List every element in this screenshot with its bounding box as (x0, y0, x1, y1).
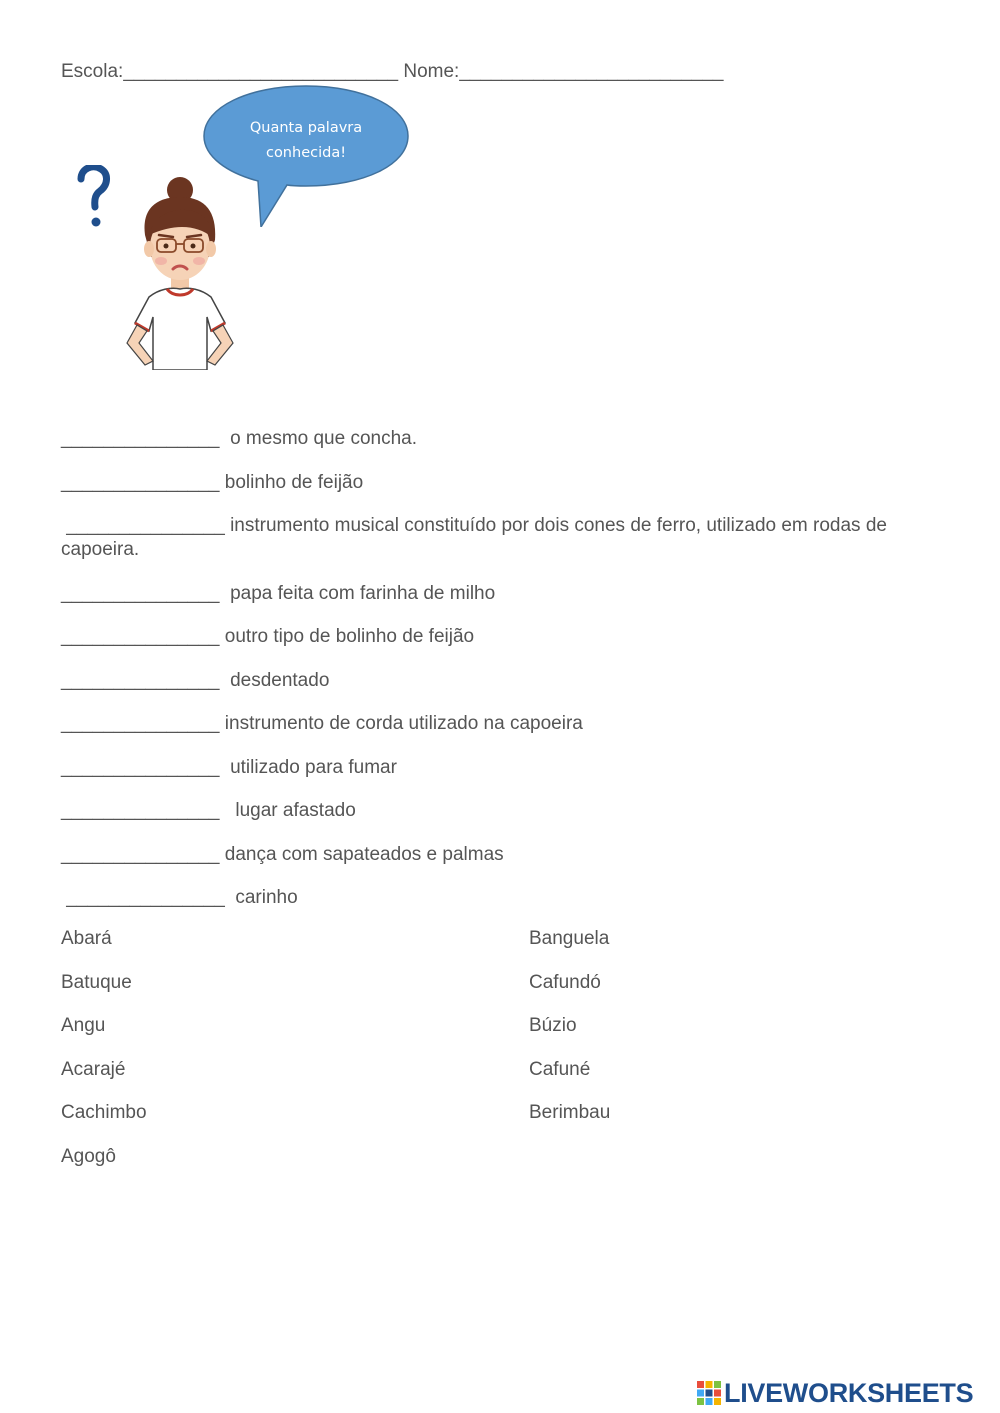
exercise-item (61, 669, 941, 693)
item-description: desdentado (219, 669, 330, 691)
word-bank-item: Banguela (529, 928, 610, 949)
exercise-item (61, 625, 941, 649)
liveworksheets-logo-icon (697, 1381, 721, 1405)
item-description: outro tipo de bolinho de feijão (219, 626, 475, 647)
confused-girl-avatar-icon (75, 165, 235, 370)
school-field[interactable]: __________________________ (123, 61, 399, 82)
word-bank-item: Cafundó (529, 971, 601, 993)
word-bank-item: Abará (61, 928, 112, 949)
answer-blank[interactable]: _______________ (61, 471, 220, 493)
item-description: utilizado para fumar (219, 756, 397, 778)
word-bank-left-column (61, 927, 147, 1188)
speech-bubble-line: Quanta palavra (249, 120, 363, 136)
item-description: o mesmo que concha. (219, 428, 418, 449)
word-bank-item: Búzio (529, 1015, 577, 1036)
item-description: instrumento de corda utilizado na capoeira (219, 713, 583, 734)
answer-blank[interactable]: _______________ (61, 843, 220, 865)
speech-bubble-line: conhecida! (265, 145, 347, 161)
exercise-item (61, 582, 941, 606)
item-description: lugar afastado (219, 800, 356, 821)
answer-blank[interactable]: _______________ (66, 887, 225, 908)
header-line (61, 61, 724, 83)
school-label: Escola: (61, 61, 124, 82)
name-label: Nome: (403, 61, 460, 82)
exercise-item (61, 843, 941, 867)
question-mark-icon (81, 167, 107, 227)
exercise-item (61, 471, 941, 495)
answer-blank[interactable]: _______________ (61, 582, 220, 604)
answer-blank[interactable]: _______________ (61, 626, 220, 647)
word-bank-item: Cachimbo (61, 1102, 147, 1123)
exercise-item (61, 514, 941, 562)
answer-blank[interactable]: _______________ (61, 713, 220, 734)
item-description: bolinho de feijão (219, 471, 364, 493)
speech-bubble-text (203, 116, 409, 166)
exercise-item (61, 886, 941, 910)
word-bank-item: Acarajé (61, 1058, 126, 1080)
logo-text: LIVEWORKSHEETS (724, 1377, 974, 1408)
item-description: instrumento musical constituído por dois cones de ferro, utilizado em rodas de capoeira. (61, 515, 893, 560)
word-bank-item: Batuque (61, 971, 132, 993)
answer-blank[interactable]: _______________ (66, 515, 225, 536)
word-bank-item: Berimbau (529, 1102, 611, 1123)
name-field[interactable]: _________________________ (459, 61, 724, 82)
word-bank-right-column (529, 927, 610, 1145)
fill-in-list (61, 427, 941, 930)
answer-blank[interactable]: _______________ (61, 669, 220, 691)
liveworksheets-logo (697, 1378, 973, 1408)
exercise-item (61, 712, 941, 736)
item-description: carinho (224, 887, 298, 908)
exercise-item (61, 756, 941, 780)
word-bank-item: Angu (61, 1015, 106, 1036)
item-description: dança com sapateados e palmas (219, 843, 504, 865)
answer-blank[interactable]: _______________ (61, 800, 220, 821)
word-bank-item: Cafuné (529, 1058, 591, 1080)
answer-blank[interactable]: _______________ (61, 428, 220, 449)
exercise-item (61, 799, 941, 823)
word-bank-item: Agogô (61, 1145, 116, 1167)
exercise-item (61, 427, 941, 451)
item-description: papa feita com farinha de milho (219, 582, 496, 604)
answer-blank[interactable]: _______________ (61, 756, 220, 778)
